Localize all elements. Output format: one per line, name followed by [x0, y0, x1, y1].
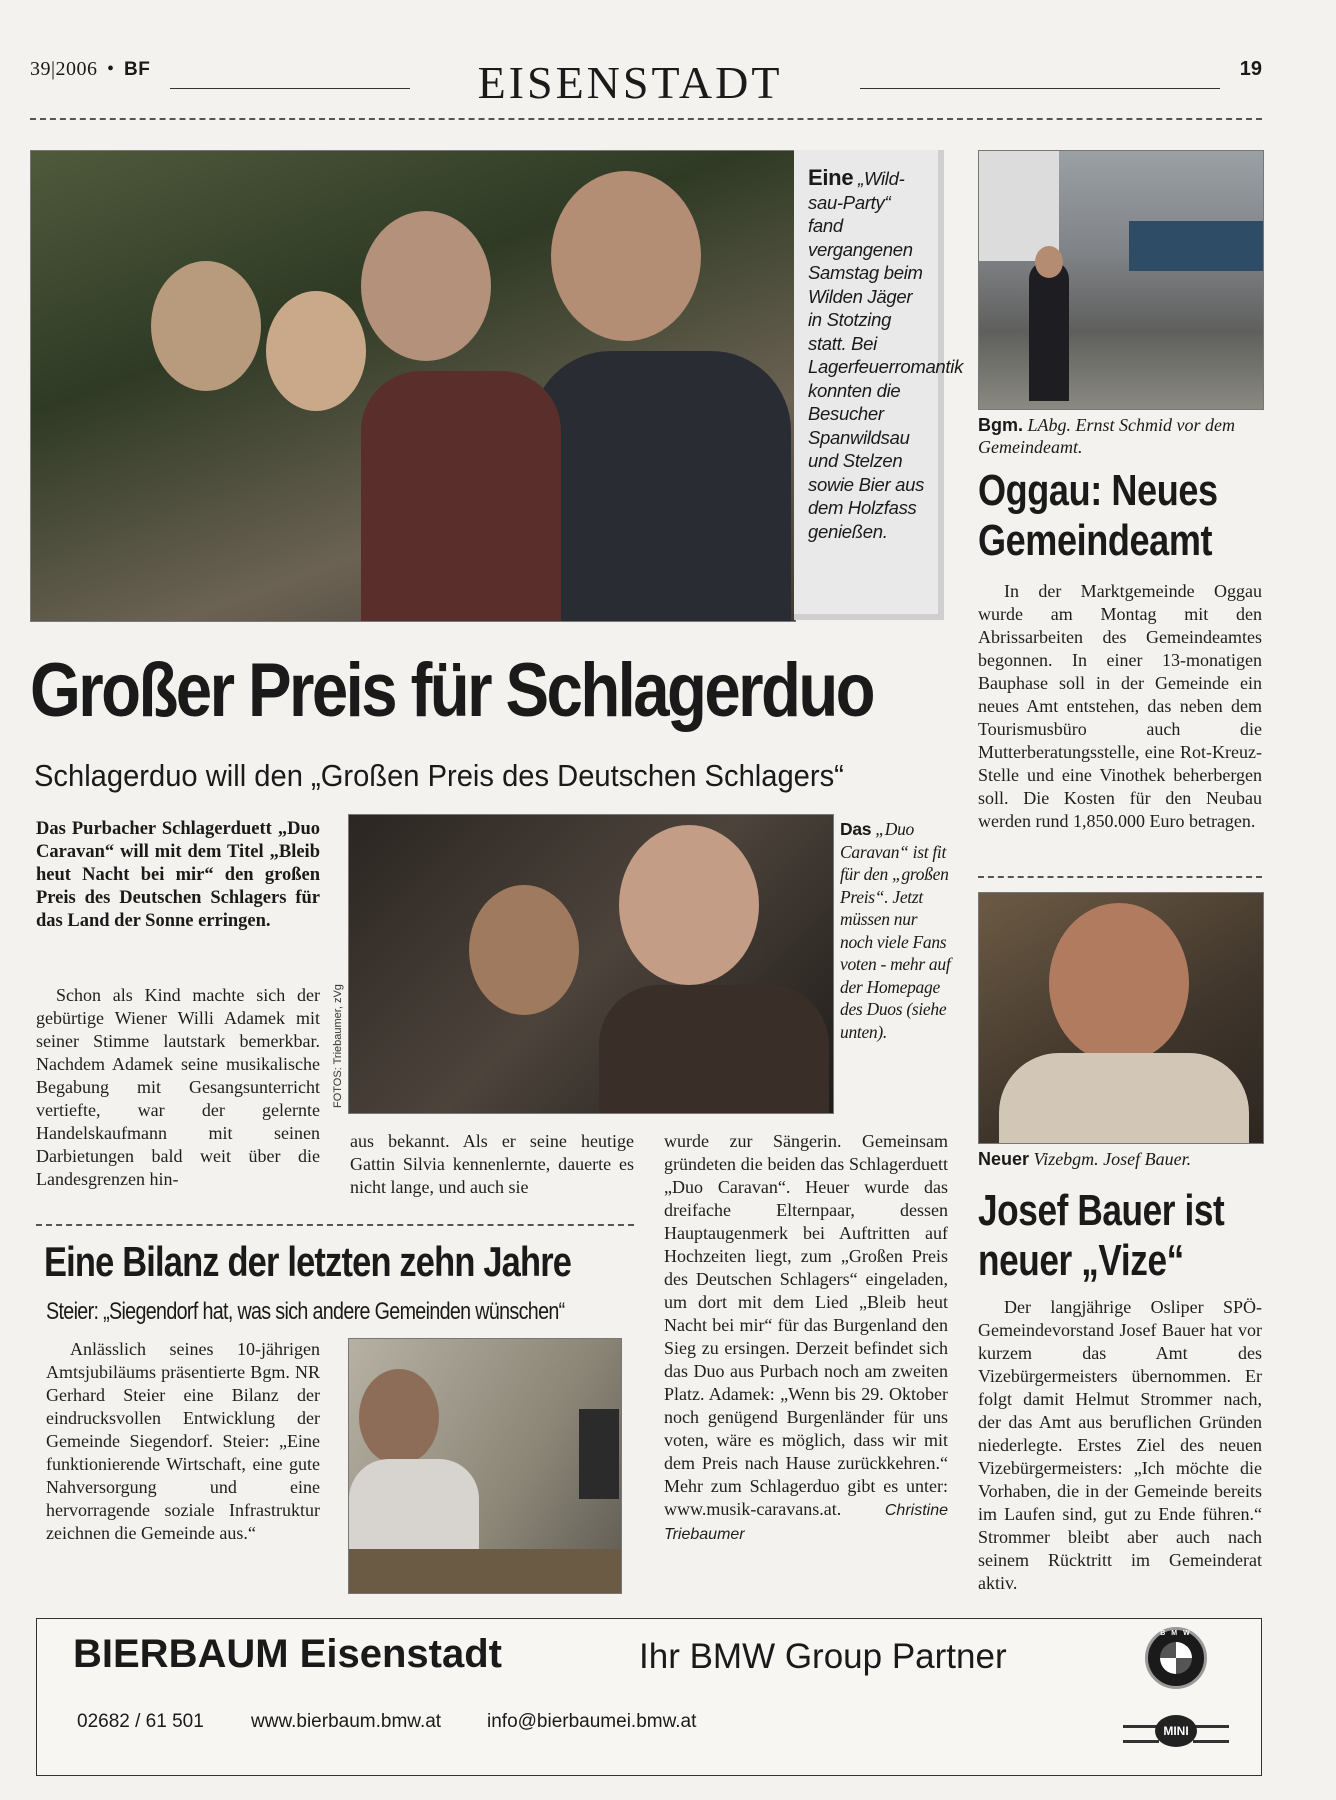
top-photo-caption — [808, 165, 964, 543]
shirt-shape — [361, 371, 561, 621]
top-photo-caption-box — [794, 150, 964, 620]
duo-caravan-photo — [348, 814, 834, 1114]
monitor-shape — [579, 1409, 619, 1499]
mini-wing-left — [1123, 1725, 1159, 1743]
oggau-photo-caption — [978, 414, 1262, 458]
desk-shape — [349, 1549, 621, 1593]
headline-line: Gemeindeamt — [978, 516, 1213, 565]
banner-shape — [1129, 221, 1263, 271]
oggau-text: In der Marktgemeinde Oggau wurde am Montag mit den Abrissarbeiten des Gemeindeamtes begonnen. In einer 13-monatigen Bauphase soll in der Gemeinde ein neues Amt entstehen, das neben dem Tourismusbüro auch die Mutterberatungsstelle, eine Rot-Kreuz-Stelle und eine Vinothek beherbergen soll. Die Kosten für den Neubau werden rund 1,850.000 Euro betragen. — [978, 581, 1262, 831]
person-shape — [151, 261, 261, 391]
oggau-headline — [978, 466, 1218, 566]
header-rule-left — [170, 88, 410, 89]
person-shape — [551, 171, 701, 341]
bauer-text: Der langjährige Osliper SPÖ-Gemeindevorstand Josef Bauer hat vor kurzem das Amt des Vizebürgermeisters übernommen. Er folgt damit Helmut Strommer nach, der das Amt aus beruflichen Gründen niederlegte. Erstes Ziel des neuen Vizebürgermeisters: „Ich möchte die Vorhaben, die in der Gemeinde bereits im Laufen sind, gut zu Ende führen.“ Strommer bleibt aber auch nach seinem Rücktritt im Gemeinderat aktiv. — [978, 1297, 1262, 1593]
bmw-logo-text: B M W — [1160, 1630, 1192, 1637]
caption-bold: Das — [840, 819, 872, 839]
caption-bold: Bgm. — [978, 415, 1023, 435]
main-col1: Schon als Kind machte sich der gebürtige Wiener Willi Adamek mit seiner Stimme lautstark bemerkbar. Nachdem Adamek seine musikalische Begabung mit Gesangsunterricht vertiefte, war der gelernte Handelskaufmann mit seinen Darbietungen bald weit über die Landesgrenzen hin- — [36, 985, 320, 1189]
paper-name: BF — [124, 59, 151, 80]
page-number: 19 — [1239, 58, 1262, 80]
person-shape — [359, 1369, 439, 1465]
main-lead: Das Purbacher Schlagerduett „Duo Caravan“ will mit dem Titel „Bleib heut Nacht bei mir“ den großen Preis des Deutschen Schlagers für das Land der Sonne erringen. — [36, 819, 320, 931]
headline-line: Oggau: Neues — [978, 466, 1218, 515]
header-rule-right — [860, 88, 1220, 89]
mini-logo-icon — [1123, 1711, 1229, 1755]
main-col3 — [664, 1130, 948, 1546]
bmw-logo-quarters — [1160, 1642, 1192, 1674]
ad-slogan: Ihr BMW Group Partner — [639, 1637, 1007, 1676]
caption-text: „Duo Caravan“ ist fit für den „großen Preis“. Jetzt müssen nur noch viele Fans voten - mehr auf der Homepage des Duos (siehe unten). — [840, 819, 951, 1042]
caption-text: LAbg. Ernst Schmid vor dem Gemeindeamt. — [978, 415, 1235, 457]
main-col2: aus bekannt. Als er seine heutige Gattin Silvia kennenlernte, dauerte es nicht lange, und auch sie — [350, 1131, 634, 1197]
oggau-photo — [978, 150, 1264, 410]
main-headline: Großer Preis für Schlagerduo — [30, 648, 874, 733]
caption-bold: Eine — [808, 165, 854, 190]
issue-number — [30, 58, 150, 81]
mini-wing-right — [1193, 1725, 1229, 1743]
shirt-shape — [531, 351, 791, 621]
ad-email[interactable]: info@bierbaumei.bmw.at — [487, 1711, 697, 1732]
bauer-headline — [978, 1186, 1224, 1286]
shirt-shape — [999, 1053, 1249, 1143]
page-header — [30, 54, 1262, 114]
section-title: EISENSTADT — [477, 57, 783, 108]
person-shape — [266, 291, 366, 411]
photo-credit: FOTOS: Triebaumer, zVg — [332, 984, 344, 1108]
bilanz-headline: Eine Bilanz der letzten zehn Jahre — [44, 1238, 572, 1285]
person-shape — [619, 825, 759, 985]
sign-shape — [979, 151, 1059, 261]
person-shape — [469, 885, 579, 1015]
bierbaum-ad — [36, 1618, 1262, 1776]
caption-bold: Neuer — [978, 1149, 1030, 1169]
author: Christine Triebaumer — [664, 1502, 948, 1543]
caption-text: „Wild-sau-Party“ fand vergangenen Samstag beim Wilden Jäger in Stotzing statt. Bei Lagerfeuerromantik konnten die Besucher Spanwildsau und Stelzen sowie Bier aus dem Holzfass genießen. — [808, 168, 964, 542]
bauer-photo-caption — [978, 1148, 1262, 1170]
main-subheadline: Schlagerduo will den „Großen Preis des Deutschen Schlagers“ — [34, 758, 844, 793]
headline-line: Josef Bauer ist — [978, 1186, 1225, 1235]
main-col3-text: wurde zur Sängerin. Gemeinsam gründeten die beiden das Schlagerduett „Duo Caravan“. Heuer wurde das dreifache Elternpaar, dessen Hauptaugenmerk bei Auftritten auf Hochzeiten liegt, zum „Großen Preis des Deutschen Schlagers“ eingeladen, um dort mit dem Lied „Bleib heut Nacht bei mir“ für das Burgenland den Sieg zu ersingen. Derzeit befindet sich das Duo aus Purbach noch am zweiten Platz. Adamek: „Wenn bis 29. Oktober noch genügend Burgenländer für uns voten, wäre es möglich, dass wir mit dem Preis nach Hause zurückkehren.“ Mehr zum Schlagerduo gibt es unter: www.musik-caravans.at. — [664, 1131, 948, 1519]
caption-text: Vizebgm. Josef Bauer. — [1033, 1149, 1192, 1169]
bauer-photo — [978, 892, 1264, 1144]
shirt-shape — [599, 985, 829, 1114]
wildsau-party-photo — [30, 150, 796, 622]
bilanz-subheadline: Steier: „Siegendorf hat, was sich andere Gemeinden wünschen“ — [46, 1298, 565, 1325]
person-shape — [1029, 261, 1069, 401]
bilanz-dashed-divider — [36, 1224, 634, 1226]
bullet: • — [107, 58, 115, 80]
ad-phone: 02682 / 61 501 — [77, 1711, 204, 1732]
ad-company: BIERBAUM Eisenstadt — [73, 1632, 502, 1676]
person-shape — [1035, 246, 1063, 278]
bilanz-text: Anlässlich seines 10-jährigen Amtsjubiläums präsentierte Bgm. NR Gerhard Steier eine Bilanz der eindrucksvollen Entwicklung der Gemeinde Siegendorf. Steier: „Eine funktionierende Wirtschaft, eine gute Nahversorgung und eine hervorragende soziale Infrastruktur zeichnen die Gemeinde aus.“ — [46, 1339, 320, 1543]
person-shape — [361, 211, 491, 361]
header-dashed-divider — [30, 118, 1262, 120]
issue-text: 39|2006 — [30, 58, 98, 80]
ad-web[interactable]: www.bierbaum.bmw.at — [251, 1711, 442, 1732]
headline-line: neuer „Vize“ — [978, 1236, 1184, 1285]
steier-photo — [348, 1338, 622, 1594]
person-shape — [1049, 903, 1189, 1063]
mini-logo-badge: MINI — [1155, 1715, 1197, 1747]
oggau-dashed-divider — [978, 876, 1262, 878]
duo-photo-caption — [840, 818, 952, 1043]
bmw-logo-icon — [1145, 1627, 1207, 1689]
